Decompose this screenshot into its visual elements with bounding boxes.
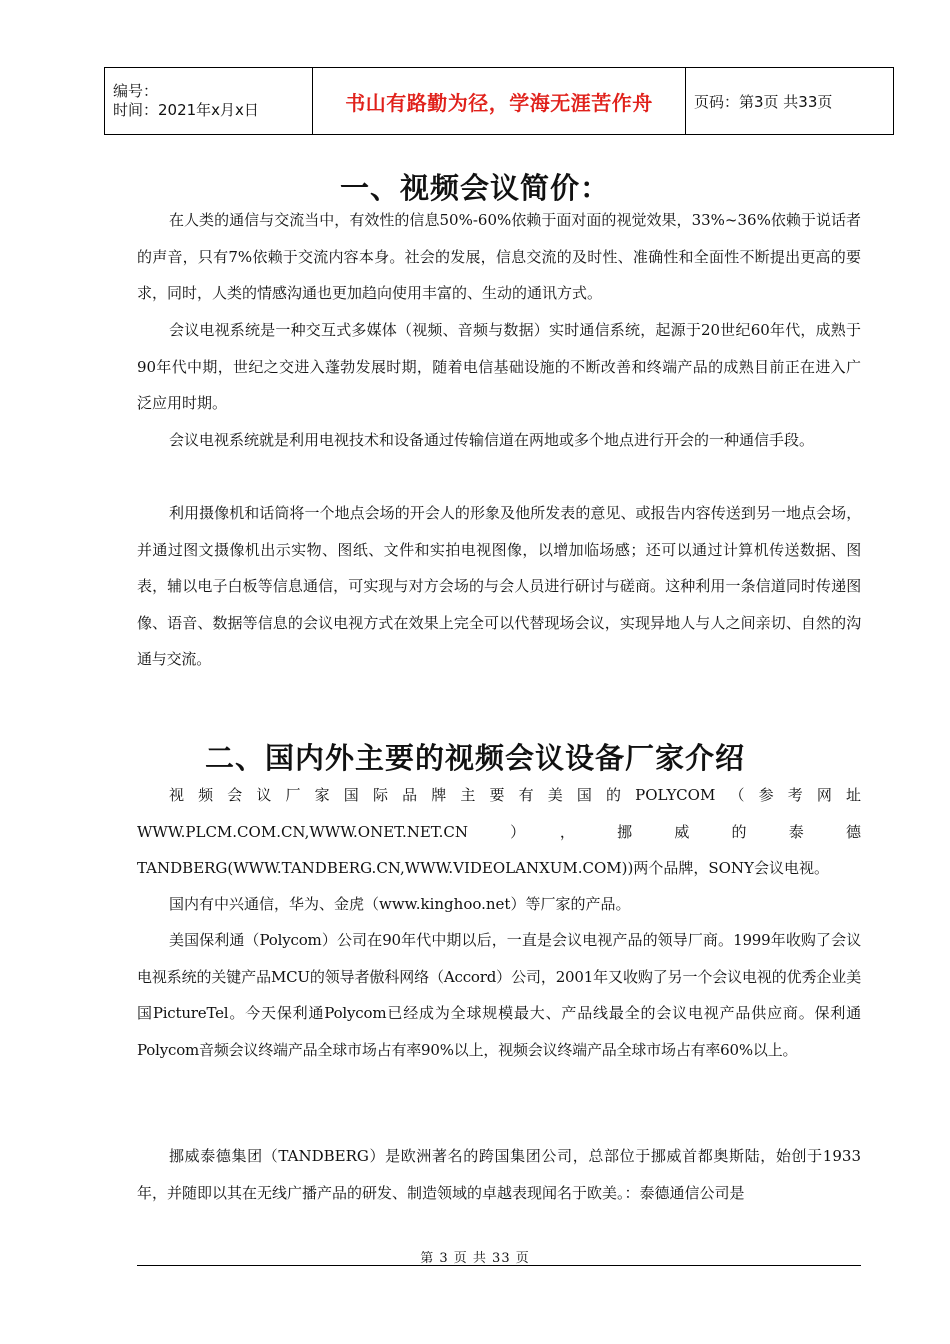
section1-paragraph-3: 会议电视系统就是利用电视技术和设备通过传输信道在两地或多个地点进行开会的一种通信手段。 (169, 431, 815, 449)
section2-title: 二、国内外主要的视频会议设备厂家介绍 (204, 741, 745, 775)
header-date-label: 时间：2021年x月x日 (113, 101, 259, 119)
header-motto: 书山有路勤为径，学海无涯苦作舟 (313, 68, 686, 135)
section2-paragraph-4: 挪威泰德集团（TANDBERG）是欧洲著名的跨国集团公司，总部位于挪威首都奥斯陆，始创于1933年，并随即以其在无线广播产品的研发、制造领域的卓越表现闻名于欧美。：泰德通信公司是 (137, 1147, 861, 1202)
section1-paragraph-1: 在人类的通信与交流当中，有效性的信息50%-60%依赖于面对面的视觉效果，33%~36%依赖于说话者的声音，只有7%依赖于交流内容本身。社会的发展，信息交流的及时性、准确性和全面性不断提出更高的要求，同时，人类的情感沟通也更加趋向使用丰富的、生动的通讯方式。 (137, 211, 861, 302)
footer-page-number: 第 3 页 共 33 页 (420, 1251, 530, 1266)
section1-paragraph-4: 利用摄像机和话筒将一个地点会场的开会人的形象及他所发表的意见、或报告内容传送到另一地点会场，并通过图文摄像机出示实物、图纸、文件和实拍电视图像，以增加临场感；还可以通过计算机传送数据、图表，辅以电子白板等信息通信，可实现与对方会场的与会人员进行研讨与磋商。这种利用一条信道同时传递图像、语音、数据等信息的会议电视方式在效果上完全可以代替现场会议，实现异地人与人之间亲切、自然的沟通与交流。 (137, 504, 861, 668)
header-number-label: 编号： (113, 82, 159, 100)
section2-paragraph-3: 美国保利通（Polycom）公司在90年代中期以后，一直是会议电视产品的领导厂商。1999年收购了会议电视系统的关键产品MCU的领导者傲科网络（Accord）公司，2001年又收购了另一个会议电视的优秀企业美国PictureTel。今天保利通Polycom已经成为全球规模最大、产品线最全的会议电视产品供应商。保利通Polycom音频会议终端产品全球市场占有率90%以上，视频会议终端产品全球市场占有率60%以上。 (137, 931, 861, 1059)
section2-paragraph-1: 视频会议厂家国际品牌主要有美国的POLYCOM（参考网址WWW.PLCM.COM.CN,WWW.ONET.NET.CN），挪威的泰德TANDBERG(WWW.TANDBERG.CN,WWW.VIDEOLANXUM.COM))两个品牌，SONY会议电视。 (137, 786, 861, 877)
footer-divider (137, 1265, 861, 1266)
section2-paragraph-2: 国内有中兴通信，华为、金虎（www.kinghoo.net）等厂家的产品。 (169, 895, 631, 913)
section1-paragraph-2: 会议电视系统是一种交互式多媒体（视频、音频与数据）实时通信系统，起源于20世纪60年代，成熟于90年代中期，世纪之交进入蓬勃发展时期，随着电信基础设施的不断改善和终端产品的成熟目前正在进入广泛应用时期。 (137, 321, 861, 412)
section1-title: 一、视频会议简价： (339, 171, 610, 205)
header-meta-cell (105, 68, 313, 135)
header-page-label: 页码：第3页 共33页 (686, 68, 894, 135)
header-table (104, 67, 894, 135)
